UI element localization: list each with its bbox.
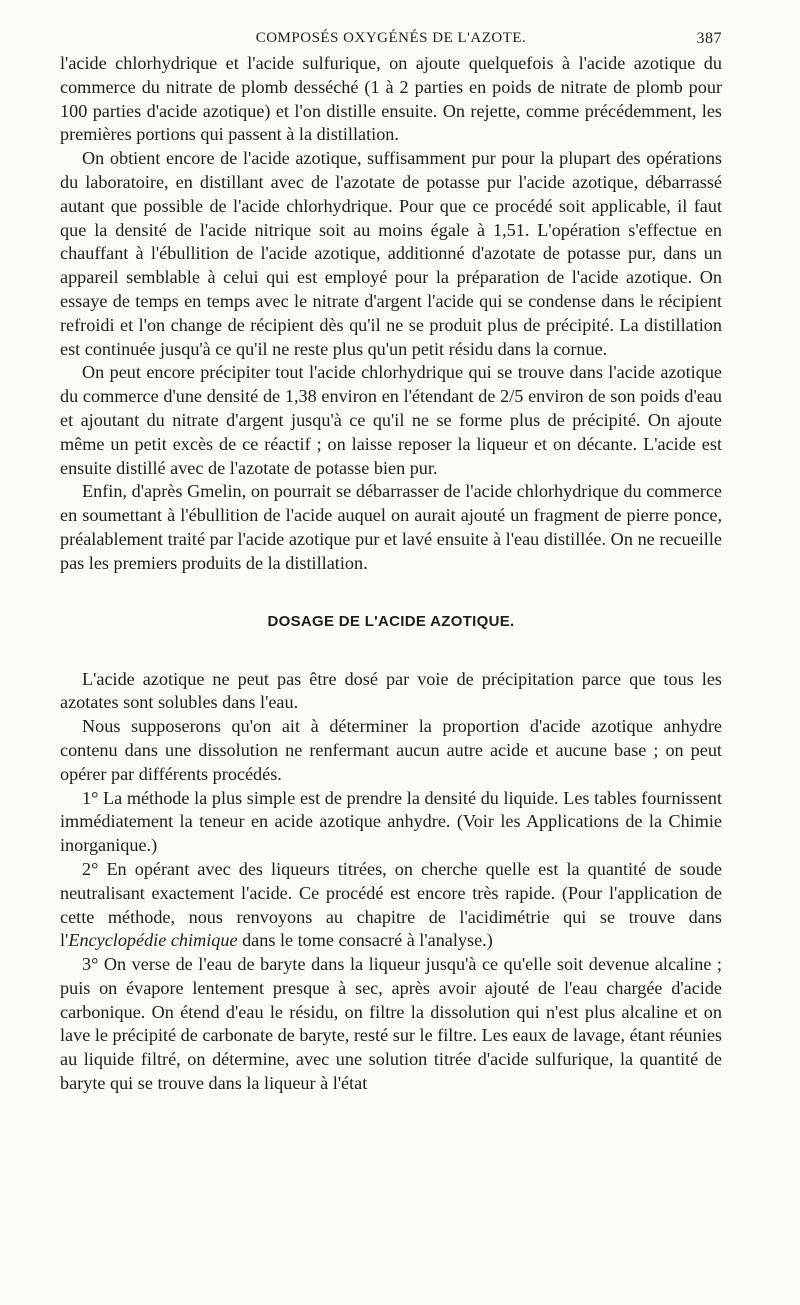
paragraph: l'acide chlorhydrique et l'acide sulfurique, on ajoute quelquefois à l'acide azotique du commerce du nitrate de plomb desséché (1 à 2 parties en poids de nitrate de plomb pour 100 parties d'acide azotique) et l'on distille ensuite. On rejette, comme précédemment, les premières portions qui passent à la distillation. — [60, 53, 722, 145]
paragraph-text: dans le tome consacré à l'analyse.) — [237, 930, 493, 951]
paragraph — [60, 858, 722, 953]
paragraph: Enfin, d'après Gmelin, on pourrait se débarrasser de l'acide chlorhydrique du commerce en soumettant à l'ébullition de l'acide auquel on aurait ajouté un fragment de pierre ponce, préalablement traité par l'acide azotique pur et lavé ensuite à l'eau distillée. On ne recueille pas les premiers produits de la distillation. — [60, 481, 722, 573]
paragraph: 3° On verse de l'eau de baryte dans la liqueur jusqu'à ce qu'elle soit devenue alcaline ; puis on évapore lentement presque à sec, après avoir ajouté de l'eau chargée d'acide carbonique. On étend d'eau le résidu, on filtre la dissolution qui n'est plus alcaline et on lave le précipité de carbonate de baryte, resté sur le filtre. Les eaux de lavage, étant réunies au liquide filtré, on détermine, avec une solution titrée d'acide sulfurique, la quantité de baryte qui se trouve dans la liqueur à l'état — [60, 954, 722, 1094]
paragraph: L'acide azotique ne peut pas être dosé par voie de précipitation parce que tous les azotates sont solubles dans l'eau. — [60, 668, 722, 713]
paragraph-text: 2° En opérant avec des liqueurs titrées, on cherche quelle est la quantité de soude neutralisant exactement l'acide. Ce procédé est encore très rapide. (Pour l'application de cette méthode, nous renvoyons au chapitre de l'acidimétrie qui se trouve dans l' — [60, 858, 722, 951]
running-header — [60, 26, 722, 52]
paragraph: On peut encore précipiter tout l'acide chlorhydrique qui se trouve dans l'acide azotique du commerce d'une densité de 1,38 environ en l'étendant de 2/5 environ de son poids d'eau et ajoutant du nitrate d'argent jusqu'à ce qu'il ne se forme plus de précipité. On ajoute même un petit excès de ce réactif ; on laisse reposer la liqueur et on décante. L'acide est ensuite distillé avec de l'azotate de potasse bien pur. — [60, 362, 722, 478]
book-title: Encyclopédie chimique — [68, 930, 238, 951]
paragraph: On obtient encore de l'acide azotique, suffisamment pur pour la plupart des opérations du laboratoire, en distillant avec de l'azotate de potasse pur l'acide azotique, débarrassé autant que possible de l'acide chlorhydrique. Pour que ce procédé soit applicable, il faut que la densité de l'acide nitrique soit au moins égale à 1,51. L'opération s'effectue en chauffant à l'ébullition de l'acide azotique, additionné d'azotate de potasse pur, dans un appareil semblable à celui qui est employé pour la préparation de l'acide azotique. On essaye de temps en temps avec le nitrate d'argent l'acide qui se condense dans le récipient refroidi et l'on change de récipient dès qu'il ne se produit plus de précipité. La distillation est continuée jusqu'à ce qu'il ne reste plus qu'un petit résidu dans la cornue. — [60, 148, 722, 359]
page-number: 387 — [696, 30, 722, 47]
document-page — [60, 26, 722, 1096]
section-heading: DOSAGE DE L'ACIDE AZOTIQUE. — [267, 612, 515, 630]
body-text — [60, 52, 722, 1096]
paragraph: Nous supposerons qu'on ait à déterminer la proportion d'acide azotique anhydre contenu dans une dissolution ne renfermant aucun autre acide et aucune base ; on peut opérer par différents procédés. — [60, 716, 722, 784]
paragraph: 1° La méthode la plus simple est de prendre la densité du liquide. Les tables fournissent immédiatement la teneur en acide azotique anhydre. (Voir les Applications de la Chimie inorganique.) — [60, 787, 722, 856]
section-heading-block — [60, 576, 722, 668]
running-title: COMPOSÉS OXYGÉNÉS DE L'AZOTE. — [255, 30, 527, 46]
